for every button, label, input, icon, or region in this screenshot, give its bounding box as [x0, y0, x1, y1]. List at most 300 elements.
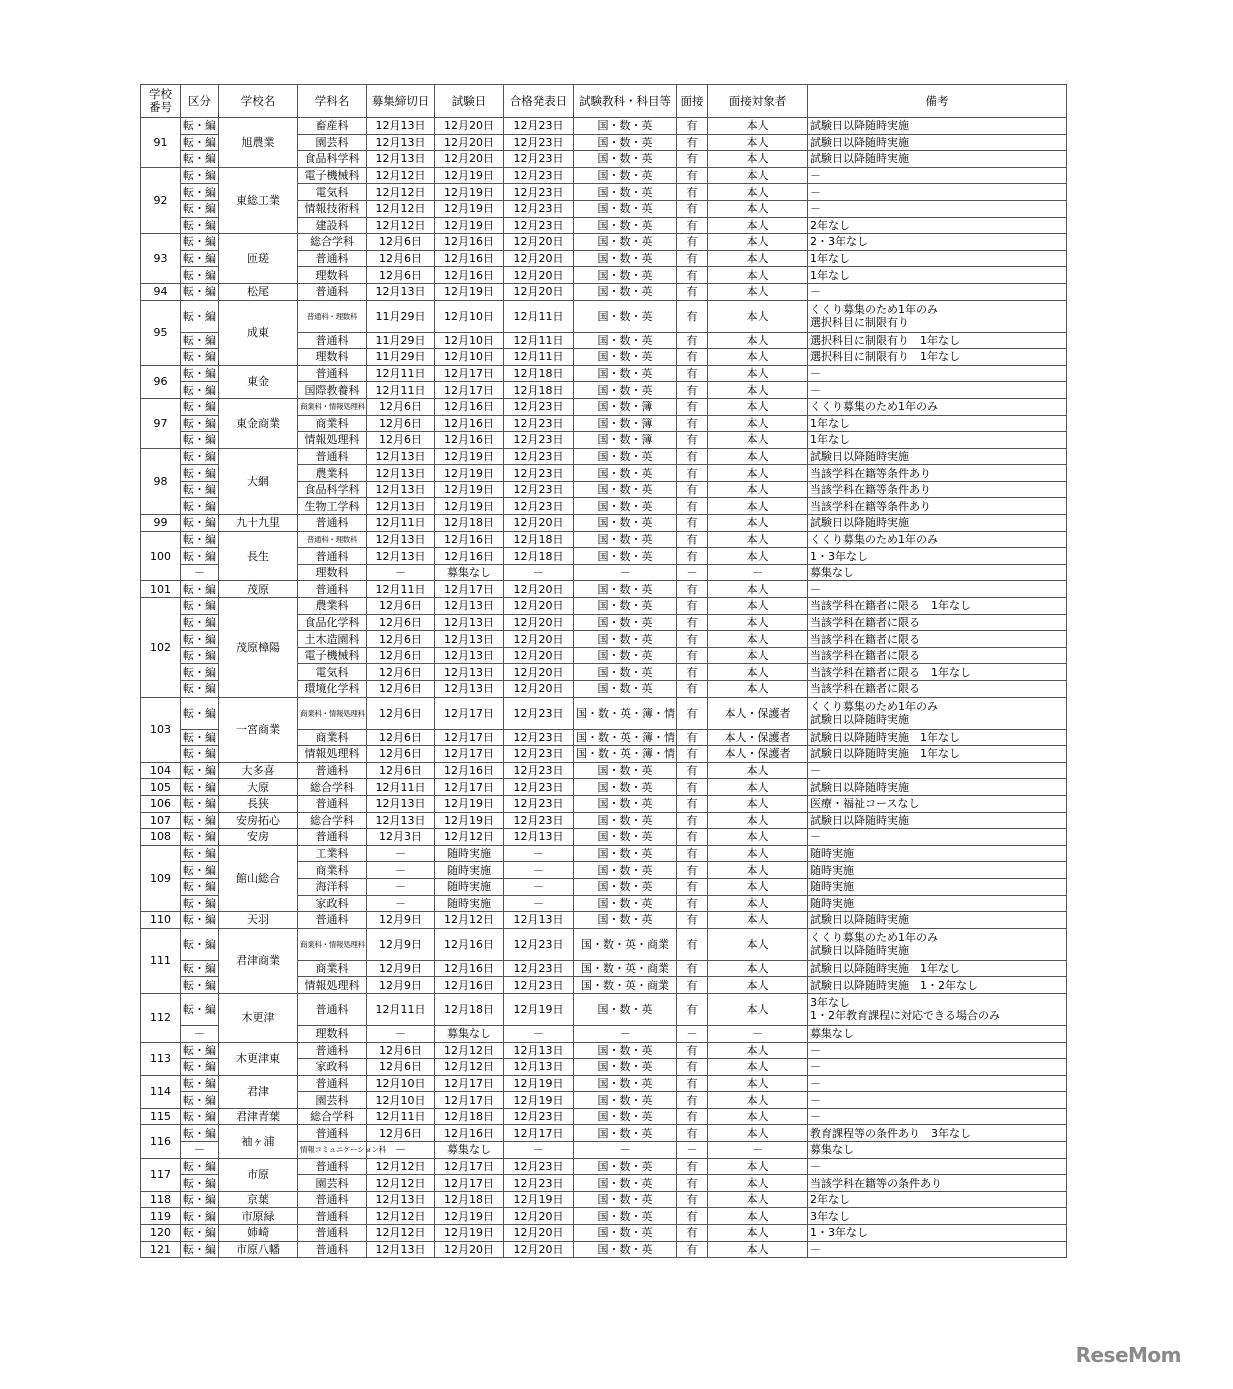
remarks-cell: 当該学科在籍者に限る	[808, 647, 1067, 664]
result-date-cell: 12月20日	[504, 234, 574, 251]
exam-date-cell: 12月16日	[435, 267, 504, 284]
exam-subjects-cell: 国・数・英	[574, 151, 677, 168]
category-cell: 転・編	[181, 515, 219, 532]
application-deadline-cell: －	[367, 1142, 435, 1159]
result-date-cell: －	[504, 845, 574, 862]
exam-date-cell: 12月17日	[435, 1092, 504, 1109]
interview-cell: 有	[677, 598, 708, 615]
interviewee-cell: 本人	[708, 1158, 808, 1175]
department-cell: 電気科	[298, 184, 367, 201]
interview-cell: 有	[677, 151, 708, 168]
exam-subjects-cell: 国・数・英・商業	[574, 928, 677, 960]
result-date-cell: 12月20日	[504, 267, 574, 284]
remarks-cell: 当該学科在籍者に限る	[808, 631, 1067, 648]
department-cell: 情報技術科	[298, 200, 367, 217]
department-cell: 家政科	[298, 1059, 367, 1076]
interview-cell: 有	[677, 1175, 708, 1192]
category-cell: 転・編	[181, 1191, 219, 1208]
result-date-cell: 12月23日	[504, 795, 574, 812]
school-name-cell: 木更津	[219, 993, 298, 1042]
exam-subjects-cell: 国・数・英	[574, 234, 677, 251]
application-deadline-cell: 11月29日	[367, 349, 435, 366]
interview-cell: 有	[677, 167, 708, 184]
school-number-cell: 120	[141, 1225, 181, 1242]
table-row	[141, 1108, 1067, 1125]
table-row	[141, 762, 1067, 779]
department-cell: 農業科	[298, 465, 367, 482]
interview-cell: 有	[677, 829, 708, 846]
department-cell: 商業科・情報処理科	[298, 398, 367, 415]
interview-cell: 有	[677, 912, 708, 929]
exam-date-cell: 12月16日	[435, 960, 504, 977]
exam-subjects-cell: 国・数・英	[574, 1225, 677, 1242]
category-cell: 転・編	[181, 448, 219, 465]
table-row	[141, 829, 1067, 846]
interview-cell: 有	[677, 200, 708, 217]
remarks-cell: －	[808, 365, 1067, 382]
result-date-cell: 12月23日	[504, 465, 574, 482]
exam-date-cell: 12月10日	[435, 349, 504, 366]
school-number-cell: 118	[141, 1191, 181, 1208]
exam-date-cell: 12月12日	[435, 912, 504, 929]
interview-cell: 有	[677, 1191, 708, 1208]
interview-cell: 有	[677, 515, 708, 532]
result-date-cell: －	[504, 1025, 574, 1042]
remarks-cell: 1年なし	[808, 415, 1067, 432]
header-result-date: 合格発表日	[504, 85, 574, 118]
school-name-cell: 市原八幡	[219, 1241, 298, 1258]
interviewee-cell: 本人	[708, 664, 808, 681]
department-cell: 総合学科	[298, 779, 367, 796]
table-row	[141, 1208, 1067, 1225]
table-row	[141, 1075, 1067, 1092]
interviewee-cell: 本人	[708, 448, 808, 465]
interview-cell: 有	[677, 614, 708, 631]
result-date-cell: 12月20日	[504, 647, 574, 664]
category-cell: 転・編	[181, 912, 219, 929]
result-date-cell: 12月13日	[504, 912, 574, 929]
interviewee-cell: 本人	[708, 795, 808, 812]
department-cell: 普通科	[298, 1042, 367, 1059]
application-deadline-cell: 12月13日	[367, 1191, 435, 1208]
exam-date-cell: 12月10日	[435, 332, 504, 349]
department-cell: 普通科	[298, 515, 367, 532]
interview-cell: 有	[677, 697, 708, 729]
exam-subjects-cell: 国・数・英	[574, 481, 677, 498]
exam-subjects-cell: 国・数・英	[574, 548, 677, 565]
application-deadline-cell: 12月6日	[367, 250, 435, 267]
school-number-cell: 110	[141, 912, 181, 929]
interviewee-cell: 本人	[708, 1225, 808, 1242]
interview-cell: 有	[677, 845, 708, 862]
school-number-cell: 109	[141, 845, 181, 911]
interview-cell: 有	[677, 878, 708, 895]
application-deadline-cell: 12月9日	[367, 928, 435, 960]
category-cell: 転・編	[181, 465, 219, 482]
interviewee-cell: 本人	[708, 631, 808, 648]
interviewee-cell: 本人	[708, 398, 808, 415]
department-cell: 環境化学科	[298, 681, 367, 698]
remarks-cell: 試験日以降随時実施	[808, 134, 1067, 151]
school-number-cell: 98	[141, 448, 181, 514]
remarks-cell: 当該学科在籍等条件あり	[808, 465, 1067, 482]
interviewee-cell: 本人	[708, 762, 808, 779]
exam-subjects-cell: 国・数・英	[574, 1191, 677, 1208]
interviewee-cell: 本人	[708, 531, 808, 548]
school-number-cell: 94	[141, 283, 181, 300]
application-deadline-cell: 12月6日	[367, 664, 435, 681]
exam-date-cell: 12月12日	[435, 1059, 504, 1076]
category-cell: 転・編	[181, 598, 219, 615]
department-cell: 家政科	[298, 895, 367, 912]
interviewee-cell: 本人	[708, 1042, 808, 1059]
table-row	[141, 515, 1067, 532]
interview-cell: 有	[677, 283, 708, 300]
remarks-cell: くくり募集のため1年のみ	[808, 398, 1067, 415]
exam-subjects-cell: 国・数・簿	[574, 415, 677, 432]
application-deadline-cell: 12月6日	[367, 1042, 435, 1059]
category-cell: 転・編	[181, 415, 219, 432]
application-deadline-cell: 12月6日	[367, 762, 435, 779]
exam-date-cell: 募集なし	[435, 564, 504, 581]
department-cell: 情報コミュニケーション科	[298, 1142, 367, 1159]
interview-cell: 有	[677, 862, 708, 879]
category-cell: 転・編	[181, 631, 219, 648]
exam-subjects-cell: 国・数・英	[574, 631, 677, 648]
department-cell: 商業科	[298, 729, 367, 746]
department-cell: 園芸科	[298, 134, 367, 151]
exam-date-cell: 随時実施	[435, 862, 504, 879]
result-date-cell: 12月23日	[504, 812, 574, 829]
interviewee-cell: 本人・保護者	[708, 746, 808, 763]
exam-subjects-cell: 国・数・英	[574, 812, 677, 829]
remarks-cell: 1・3年なし	[808, 548, 1067, 565]
category-cell: 転・編	[181, 697, 219, 729]
header-interview: 面接	[677, 85, 708, 118]
school-name-cell: 匝瑳	[219, 234, 298, 284]
department-cell: 理数科	[298, 349, 367, 366]
department-cell: 普通科	[298, 1241, 367, 1258]
category-cell: 転・編	[181, 300, 219, 332]
remarks-cell: －	[808, 184, 1067, 201]
result-date-cell: 12月20日	[504, 614, 574, 631]
application-deadline-cell: 12月12日	[367, 1158, 435, 1175]
interview-cell: 有	[677, 746, 708, 763]
result-date-cell: －	[504, 1142, 574, 1159]
school-name-cell: 東総工業	[219, 167, 298, 233]
category-cell: 転・編	[181, 234, 219, 251]
table-row	[141, 118, 1067, 135]
department-cell: 食品科学科	[298, 151, 367, 168]
school-number-cell: 100	[141, 531, 181, 581]
department-cell: 理数科	[298, 1025, 367, 1042]
interview-cell: 有	[677, 795, 708, 812]
interview-cell: －	[677, 1025, 708, 1042]
exam-date-cell: 12月13日	[435, 631, 504, 648]
result-date-cell: 12月23日	[504, 184, 574, 201]
category-cell: 転・編	[181, 481, 219, 498]
department-cell: 普通科	[298, 993, 367, 1025]
remarks-cell: 選択科目に制限有り 1年なし	[808, 332, 1067, 349]
school-name-cell: 東金商業	[219, 398, 298, 448]
exam-subjects-cell: 国・数・英	[574, 184, 677, 201]
interviewee-cell: 本人	[708, 647, 808, 664]
interviewee-cell: 本人	[708, 977, 808, 994]
department-cell: 普通科・理数科	[298, 300, 367, 332]
result-date-cell: 12月20日	[504, 681, 574, 698]
interviewee-cell: 本人	[708, 217, 808, 234]
exam-date-cell: 12月16日	[435, 250, 504, 267]
school-number-cell: 99	[141, 515, 181, 532]
school-number-cell: 96	[141, 365, 181, 398]
exam-date-cell: 12月17日	[435, 697, 504, 729]
school-number-cell: 119	[141, 1208, 181, 1225]
result-date-cell: 12月23日	[504, 200, 574, 217]
department-cell: 商業科	[298, 415, 367, 432]
category-cell: 転・編	[181, 1092, 219, 1109]
interviewee-cell: 本人	[708, 1241, 808, 1258]
interview-cell: 有	[677, 928, 708, 960]
category-cell: 転・編	[181, 1241, 219, 1258]
interviewee-cell: 本人	[708, 614, 808, 631]
exam-date-cell: 12月16日	[435, 234, 504, 251]
school-number-cell: 105	[141, 779, 181, 796]
category-cell: 転・編	[181, 134, 219, 151]
application-deadline-cell: 12月13日	[367, 465, 435, 482]
application-deadline-cell: 12月6日	[367, 697, 435, 729]
exam-subjects-cell: －	[574, 1142, 677, 1159]
school-number-cell: 91	[141, 118, 181, 168]
department-cell: 普通科	[298, 1225, 367, 1242]
interview-cell: 有	[677, 267, 708, 284]
interviewee-cell: 本人	[708, 812, 808, 829]
exam-date-cell: 12月19日	[435, 498, 504, 515]
category-cell: 転・編	[181, 250, 219, 267]
interview-cell: 有	[677, 812, 708, 829]
category-cell: 転・編	[181, 762, 219, 779]
exam-date-cell: 12月20日	[435, 1241, 504, 1258]
department-cell: 園芸科	[298, 1175, 367, 1192]
remarks-cell: くくり募集のため1年のみ 選択科目に制限有り	[808, 300, 1067, 332]
exam-subjects-cell: 国・数・英	[574, 1158, 677, 1175]
exam-subjects-cell: 国・数・英	[574, 1125, 677, 1142]
interviewee-cell: 本人	[708, 515, 808, 532]
interviewee-cell: 本人	[708, 234, 808, 251]
category-cell: 転・編	[181, 993, 219, 1025]
result-date-cell: 12月20日	[504, 631, 574, 648]
interviewee-cell: 本人	[708, 548, 808, 565]
interview-cell: 有	[677, 1108, 708, 1125]
application-deadline-cell: 12月9日	[367, 977, 435, 994]
exam-subjects-cell: 国・数・英	[574, 448, 677, 465]
school-name-cell: 長生	[219, 531, 298, 581]
application-deadline-cell: 12月6日	[367, 1125, 435, 1142]
remarks-cell: 試験日以降随時実施 1年なし	[808, 729, 1067, 746]
table-row	[141, 845, 1067, 862]
department-cell: 電気科	[298, 664, 367, 681]
interviewee-cell: 本人	[708, 1175, 808, 1192]
school-name-cell: 市原	[219, 1158, 298, 1191]
exam-date-cell: 12月19日	[435, 167, 504, 184]
interviewee-cell: 本人	[708, 118, 808, 135]
result-date-cell: 12月20日	[504, 598, 574, 615]
interviewee-cell: 本人	[708, 200, 808, 217]
category-cell: 転・編	[181, 614, 219, 631]
interview-cell: 有	[677, 729, 708, 746]
category-cell: 転・編	[181, 977, 219, 994]
category-cell: 転・編	[181, 283, 219, 300]
application-deadline-cell: 12月6日	[367, 631, 435, 648]
interviewee-cell: 本人	[708, 151, 808, 168]
exam-date-cell: 12月17日	[435, 1075, 504, 1092]
result-date-cell: 12月20日	[504, 1225, 574, 1242]
interviewee-cell: 本人	[708, 481, 808, 498]
department-cell: 畜産科	[298, 118, 367, 135]
school-number-cell: 113	[141, 1042, 181, 1075]
remarks-cell: 試験日以降随時実施	[808, 912, 1067, 929]
interviewee-cell: 本人	[708, 598, 808, 615]
interview-cell: 有	[677, 1059, 708, 1076]
exam-subjects-cell: 国・数・英	[574, 895, 677, 912]
interview-cell: 有	[677, 349, 708, 366]
application-deadline-cell: 12月9日	[367, 912, 435, 929]
interviewee-cell: 本人	[708, 928, 808, 960]
school-name-cell: 大原	[219, 779, 298, 796]
result-date-cell: 12月20日	[504, 1241, 574, 1258]
exam-date-cell: 12月19日	[435, 184, 504, 201]
header-exam-date: 試験日	[435, 85, 504, 118]
category-cell: 転・編	[181, 664, 219, 681]
application-deadline-cell: 12月6日	[367, 729, 435, 746]
remarks-cell: －	[808, 1075, 1067, 1092]
interview-cell: 有	[677, 184, 708, 201]
exam-subjects-cell: 国・数・英	[574, 118, 677, 135]
exam-date-cell: 12月17日	[435, 365, 504, 382]
exam-date-cell: 12月19日	[435, 283, 504, 300]
interview-cell: 有	[677, 1208, 708, 1225]
application-deadline-cell: 12月11日	[367, 1108, 435, 1125]
result-date-cell: 12月11日	[504, 349, 574, 366]
category-cell: 転・編	[181, 151, 219, 168]
application-deadline-cell: －	[367, 878, 435, 895]
application-deadline-cell: 12月6日	[367, 432, 435, 449]
interviewee-cell: 本人	[708, 845, 808, 862]
category-cell: 転・編	[181, 878, 219, 895]
remarks-cell: 試験日以降随時実施	[808, 151, 1067, 168]
remarks-cell: －	[808, 1241, 1067, 1258]
application-deadline-cell: 12月12日	[367, 1208, 435, 1225]
department-cell: 普通科	[298, 1125, 367, 1142]
category-cell: 転・編	[181, 118, 219, 135]
result-date-cell: 12月19日	[504, 1092, 574, 1109]
application-deadline-cell: 12月13日	[367, 531, 435, 548]
category-cell: 転・編	[181, 332, 219, 349]
category-cell: 転・編	[181, 1225, 219, 1242]
interview-cell: 有	[677, 647, 708, 664]
exam-subjects-cell: 国・数・英	[574, 598, 677, 615]
exam-date-cell: 12月17日	[435, 729, 504, 746]
application-deadline-cell: －	[367, 862, 435, 879]
school-number-cell: 106	[141, 795, 181, 812]
result-date-cell: 12月23日	[504, 729, 574, 746]
exam-subjects-cell: 国・数・英	[574, 1108, 677, 1125]
interviewee-cell: 本人	[708, 300, 808, 332]
exam-subjects-cell: 国・数・英	[574, 465, 677, 482]
school-name-cell: 姉崎	[219, 1225, 298, 1242]
result-date-cell: 12月23日	[504, 928, 574, 960]
interviewee-cell: 本人	[708, 895, 808, 912]
interview-cell: 有	[677, 664, 708, 681]
application-deadline-cell: 12月13日	[367, 283, 435, 300]
interviewee-cell: 本人	[708, 167, 808, 184]
exam-subjects-cell: 国・数・英	[574, 365, 677, 382]
result-date-cell: 12月20日	[504, 250, 574, 267]
result-date-cell: 12月13日	[504, 829, 574, 846]
result-date-cell: 12月20日	[504, 283, 574, 300]
department-cell: 普通科	[298, 365, 367, 382]
category-cell: 転・編	[181, 829, 219, 846]
result-date-cell: 12月23日	[504, 448, 574, 465]
result-date-cell: －	[504, 862, 574, 879]
category-cell: 転・編	[181, 1175, 219, 1192]
application-deadline-cell: 12月13日	[367, 1241, 435, 1258]
interview-cell: 有	[677, 432, 708, 449]
table-row	[141, 697, 1067, 729]
exam-subjects-cell: 国・数・英	[574, 779, 677, 796]
category-cell: 転・編	[181, 845, 219, 862]
result-date-cell: 12月23日	[504, 481, 574, 498]
category-cell: 転・編	[181, 729, 219, 746]
school-name-cell: 松尾	[219, 283, 298, 300]
table-row	[141, 795, 1067, 812]
category-cell: 転・編	[181, 498, 219, 515]
department-cell: 普通科	[298, 250, 367, 267]
remarks-cell: 当該学科在籍等条件あり	[808, 498, 1067, 515]
category-cell: 転・編	[181, 681, 219, 698]
result-date-cell: －	[504, 895, 574, 912]
table-row	[141, 1241, 1067, 1258]
application-deadline-cell: 12月6日	[367, 614, 435, 631]
school-number-cell: 115	[141, 1108, 181, 1125]
school-name-cell: 茂原	[219, 581, 298, 598]
header-category: 区分	[181, 85, 219, 118]
school-name-cell: 木更津東	[219, 1042, 298, 1075]
table-row	[141, 928, 1067, 960]
interview-cell: 有	[677, 465, 708, 482]
header-exam-subjects: 試験教科・科目等	[574, 85, 677, 118]
category-cell: －	[181, 1025, 219, 1042]
application-deadline-cell: 12月6日	[367, 234, 435, 251]
interviewee-cell: 本人	[708, 960, 808, 977]
remarks-cell: －	[808, 382, 1067, 399]
remarks-cell: 1年なし	[808, 250, 1067, 267]
table-row	[141, 283, 1067, 300]
interviewee-cell: 本人	[708, 829, 808, 846]
category-cell: 転・編	[181, 217, 219, 234]
department-cell: 園芸科	[298, 1092, 367, 1109]
interview-cell: 有	[677, 134, 708, 151]
exam-subjects-cell: 国・数・英	[574, 681, 677, 698]
exam-date-cell: 12月19日	[435, 481, 504, 498]
category-cell: 転・編	[181, 349, 219, 366]
exam-subjects-cell: 国・数・英	[574, 829, 677, 846]
interviewee-cell: 本人	[708, 250, 808, 267]
interviewee-cell: 本人	[708, 779, 808, 796]
application-deadline-cell: 12月12日	[367, 167, 435, 184]
department-cell: 土木造園科	[298, 631, 367, 648]
result-date-cell: 12月19日	[504, 993, 574, 1025]
remarks-cell: 選択科目に制限有り 1年なし	[808, 349, 1067, 366]
